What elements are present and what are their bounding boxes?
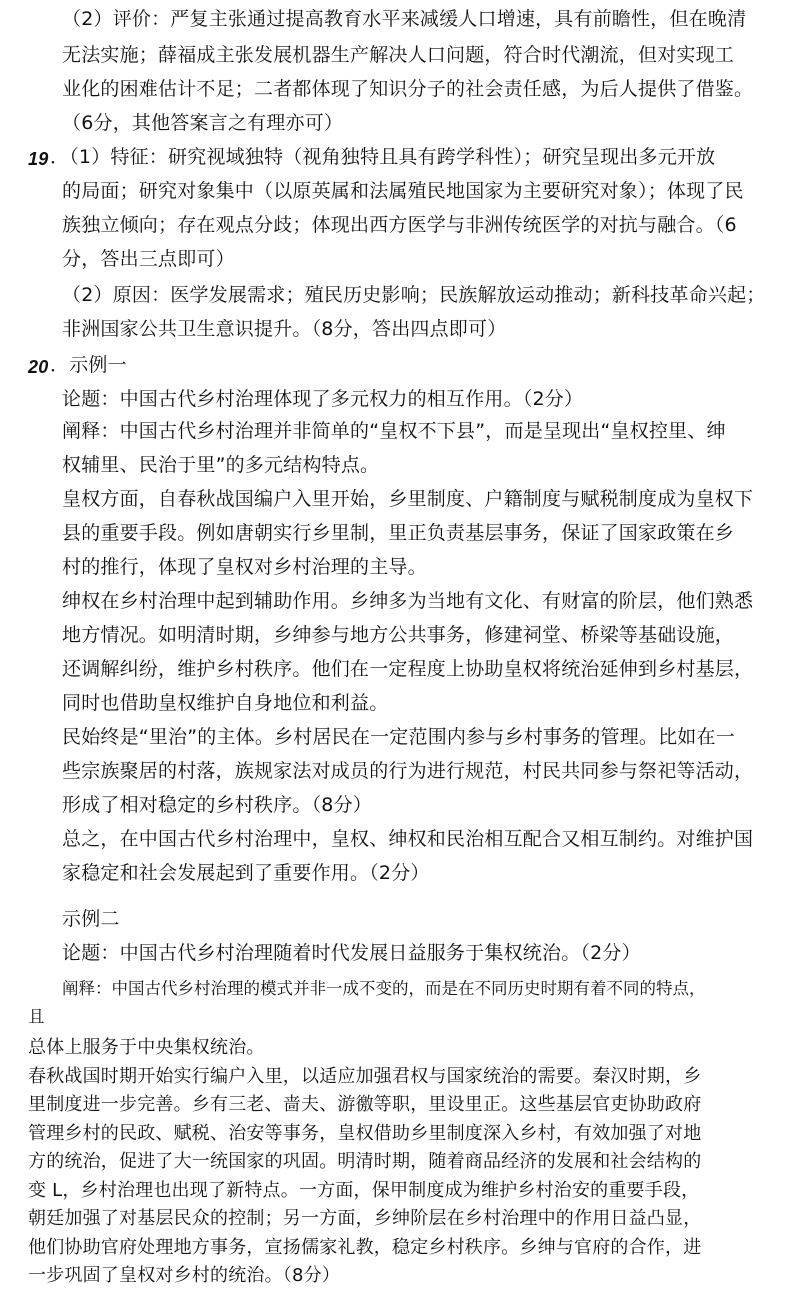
text-line: （2）原因：医学发展需求；殖民历史影响；民族解放运动推动；新科技革命兴起； [62,284,766,306]
text-line: （2）评价：严复主张通过提高教育水平来减缓人口增速，具有前瞻性，但在晚清 [62,8,747,30]
text-line: 形成了相对稳定的乡村秩序。（8分） [62,794,372,816]
text-line: 地方情况。如明清时期，乡绅参与地方公共事务，修建祠堂、桥梁等基础设施， [62,624,735,646]
text-line: 总之，在中国古代乡村治理中，皇权、绅权和民治相互配合又相互制约。对维护国 [62,828,754,850]
text-line: ．（1）特征：研究视域独特（视角独特且具有跨学科性）；研究呈现出多元开放 [50,146,716,168]
text-line: 总体上服务于中央集权统治。 [28,1037,265,1058]
text-line: 论题：中国古代乡村治理随着时代发展日益服务于集权统治。（2分） [62,942,641,964]
text-line: 绅权在乡村治理中起到辅助作用。乡绅多为当地有文化、有财富的阶层，他们熟悉 [62,590,754,612]
text-line: 民始终是“里治”的主体。乡村居民在一定范围内参与乡村事务的管理。比如在一 [62,726,735,748]
text-line: 县的重要手段。例如唐朝实行乡里制，里正负责基层事务，保证了国家政策在乡 [62,522,735,544]
text-line: 他们协助官府处理地方事务，宣扬儒家礼教，稳定乡村秩序。乡绅与官府的合作，进 [28,1236,702,1258]
text-line: 且 [28,1007,45,1026]
text-line: 的局面；研究对象集中（以原英属和法属殖民地国家为主要研究对象）；体现了民 [62,180,744,202]
text-line: 无法实施；薛福成主张发展机器生产解决人口问题，符合时代潮流，但对实现工 [62,44,735,66]
text-line: 里制度进一步完善。乡有三老、啬夫、游徼等职，里设里正。这些基层官吏协助政府 [28,1094,702,1115]
question-number: 20 [28,357,49,377]
text-line: 业化的困难估计不足；二者都体现了知识分子的社会责任感，为后人提供了借鉴。 [62,78,754,100]
text-line: 同时也借助皇权维护自身地位和利益。 [62,692,389,714]
example-heading: 示例二 [62,908,120,930]
example-heading: ．示例一 [50,354,127,376]
text-line: 变 L，乡村治理也出现了新特点。一方面，保甲制度成为维护乡村治安的重要手段， [28,1179,700,1201]
text-line: 春秋战国时期开始实行编户入里，以适应加强君权与国家统治的需要。秦汉时期，乡 [28,1065,702,1087]
text-line: 阐释：中国古代乡村治理的模式并非一成不变的，而是在不同历史时期有着不同的特点， [62,979,706,998]
text-line: 村的推行，体现了皇权对乡村治理的主导。 [62,556,427,578]
text-line: 家稳定和社会发展起到了重要作用。（2分） [62,862,430,884]
text-line: 族独立倾向；存在观点分歧；体现出西方医学与非洲传统医学的对抗与融合。（6 [62,214,737,236]
text-line: 阐释：中国古代乡村治理并非简单的“皇权不下县”，而是呈现出“皇权控里、绅 [62,420,726,442]
text-line: 方的统治，促进了大一统国家的巩固。明清时期，随着商品经济的发展和社会结构的 [28,1151,702,1172]
text-line: 论题：中国古代乡村治理体现了多元权力的相互作用。（2分） [62,388,584,410]
text-line: 非洲国家公共卫生意识提升。（8分，答出四点即可） [62,318,507,340]
text-line: 些宗族聚居的村落，族规家法对成员的行为进行规范，村民共同参与祭祀等活动， [62,760,754,782]
text-line: 皇权方面，自春秋战国编户入里开始，乡里制度、户籍制度与赋税制度成为皇权下 [62,488,754,510]
text-line: 还调解纠纷，维护乡村秩序。他们在一定程度上协助皇权将统治延伸到乡村基层， [62,658,754,680]
text-line: （6分，其他答案言之有理亦可） [62,112,344,134]
text-line: 一步巩固了皇权对乡村的统治。（8分） [28,1265,341,1286]
text-line: 权辅里、民治于里”的多元结构特点。 [62,454,380,476]
text-line: 朝廷加强了对基层民众的控制；另一方面，乡绅阶层在乡村治理中的作用日益凸显， [28,1208,702,1229]
text-line: 管理乡村的民政、赋税、治安等事务，皇权借助乡里制度深入乡村，有效加强了对地 [28,1122,702,1144]
text-line: 分，答出三点即可） [62,248,235,270]
question-number: 19 [28,149,49,169]
